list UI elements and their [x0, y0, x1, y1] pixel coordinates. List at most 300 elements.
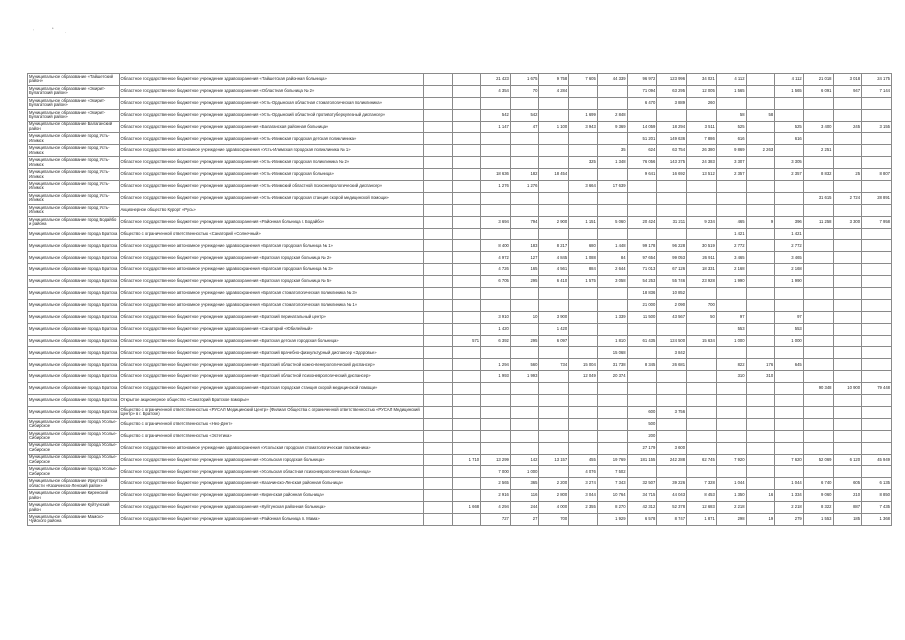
municipality-cell: Муниципальное образование города Усолье-Сибирское	[28, 418, 120, 430]
value-cell	[746, 276, 775, 288]
value-cell	[452, 85, 481, 97]
value-cell	[862, 323, 892, 335]
municipality-cell: Муниципальное образование города Братска	[28, 288, 120, 300]
value-cell: 1 871	[687, 513, 717, 525]
value-cell: 1 990	[775, 276, 804, 288]
value-cell	[716, 442, 746, 454]
value-cell	[862, 335, 892, 347]
municipality-cell: Муниципальное образование города Братска	[28, 383, 120, 395]
value-cell	[803, 311, 833, 323]
value-cell: 116	[510, 490, 539, 502]
value-cell: 6 410	[539, 276, 569, 288]
value-cell	[803, 133, 833, 145]
value-cell	[510, 299, 539, 311]
value-cell	[569, 383, 598, 395]
value-cell	[803, 323, 833, 335]
value-cell	[716, 97, 746, 109]
value-cell	[423, 181, 452, 193]
value-cell: 31 211	[657, 216, 687, 228]
organization-cell: Общество с ограниченной ответственностью «Санаторий «Солнечный»	[119, 228, 423, 240]
value-cell	[452, 145, 481, 157]
organization-cell: Областное государственное автономное учреждение здравоохранения «Усольская городская стоматологическая поликлиника»	[119, 442, 423, 454]
value-cell	[597, 85, 627, 97]
value-cell: 9 060	[803, 490, 833, 502]
value-cell: 34 715	[627, 490, 657, 502]
value-cell: 99 053	[657, 252, 687, 264]
value-cell	[746, 406, 775, 418]
value-cell: 18 636	[481, 169, 511, 181]
municipality-cell: Муниципальное образование город Усть-Илимск	[28, 204, 120, 216]
value-cell: 325	[569, 157, 598, 169]
value-cell: 242 288	[657, 454, 687, 466]
value-cell	[803, 252, 833, 264]
value-cell: 35	[597, 145, 627, 157]
value-cell	[746, 97, 775, 109]
value-cell	[775, 466, 804, 478]
value-cell	[657, 371, 687, 383]
municipality-cell: Муниципальное образование города Братска	[28, 359, 120, 371]
value-cell: 7 958	[862, 216, 892, 228]
value-cell	[746, 478, 775, 490]
municipality-cell: Муниципальное образование города Братска	[28, 276, 120, 288]
organization-cell: Областное государственное бюджетное учреждение здравоохранения «Областная больница № 2»	[119, 85, 423, 97]
value-cell: 13 299	[481, 454, 511, 466]
value-cell: 62 745	[687, 454, 717, 466]
value-cell: 90 348	[803, 383, 833, 395]
value-cell	[539, 442, 569, 454]
value-cell	[746, 335, 775, 347]
value-cell	[657, 430, 687, 442]
value-cell: 63 295	[657, 85, 687, 97]
value-cell: 9 234	[687, 216, 717, 228]
value-cell	[833, 347, 862, 359]
value-cell: 5 060	[597, 216, 627, 228]
value-cell: 8 217	[539, 240, 569, 252]
value-cell: 887	[833, 502, 862, 514]
value-cell	[862, 228, 892, 240]
value-cell: 7 000	[481, 466, 511, 478]
value-cell	[862, 430, 892, 442]
value-cell: 7 886	[687, 133, 717, 145]
value-cell	[481, 442, 511, 454]
value-cell: 11 500	[627, 311, 657, 323]
value-cell	[569, 430, 598, 442]
organization-cell: Областное государственное автономное учреждение здравоохранения «Братская стоматологическая поликлиника № 3»	[119, 288, 423, 300]
value-cell: 70	[510, 85, 539, 97]
organization-cell: Областное государственное бюджетное учреждение здравоохранения «Тайшетская районная больница»	[119, 74, 423, 86]
value-cell	[510, 97, 539, 109]
value-cell: 52 069	[803, 454, 833, 466]
value-cell	[452, 240, 481, 252]
value-cell: 2 251	[803, 145, 833, 157]
value-cell	[423, 145, 452, 157]
value-cell	[510, 204, 539, 216]
value-cell	[627, 395, 657, 407]
value-cell: 9 758	[539, 74, 569, 86]
value-cell	[833, 204, 862, 216]
table-row	[28, 74, 892, 86]
value-cell	[481, 406, 511, 418]
value-cell	[803, 335, 833, 347]
value-cell	[627, 323, 657, 335]
value-cell	[627, 109, 657, 121]
value-cell	[569, 406, 598, 418]
page-mark: '	[33, 28, 34, 33]
value-cell	[833, 252, 862, 264]
value-cell	[833, 395, 862, 407]
value-cell	[803, 97, 833, 109]
value-cell	[452, 418, 481, 430]
value-cell	[539, 228, 569, 240]
value-cell	[597, 323, 627, 335]
value-cell: 26 380	[687, 145, 717, 157]
value-cell: 142	[510, 454, 539, 466]
value-cell: 7 328	[687, 478, 717, 490]
value-cell	[716, 204, 746, 216]
value-cell: 6 097	[539, 335, 569, 347]
value-cell: 13 157	[539, 454, 569, 466]
value-cell: 19 769	[597, 454, 627, 466]
value-cell	[833, 109, 862, 121]
value-cell	[746, 442, 775, 454]
value-cell	[657, 181, 687, 193]
value-cell	[746, 454, 775, 466]
value-cell	[862, 276, 892, 288]
value-cell: 2 355	[569, 502, 598, 514]
value-cell: 39 226	[657, 478, 687, 490]
organization-cell: Общество с ограниченной ответственностью «Нео-Дент»	[119, 418, 423, 430]
table-row	[28, 109, 892, 121]
value-cell	[452, 204, 481, 216]
value-cell: 24 175	[862, 74, 892, 86]
value-cell: 28 891	[862, 192, 892, 204]
value-cell	[423, 216, 452, 228]
value-cell: 260	[687, 97, 717, 109]
value-cell	[452, 359, 481, 371]
value-cell	[423, 335, 452, 347]
value-cell: 27	[510, 513, 539, 525]
value-cell: 15 068	[597, 347, 627, 359]
value-cell	[423, 454, 452, 466]
value-cell: 4 284	[539, 85, 569, 97]
table-row	[28, 145, 892, 157]
table-row	[28, 85, 892, 97]
value-cell	[775, 288, 804, 300]
value-cell: 525	[716, 121, 746, 133]
organization-cell: Областное государственное бюджетное учреждение здравоохранения «Братская городская больница № 2»	[119, 252, 423, 264]
value-cell: 4 112	[775, 74, 804, 86]
value-cell	[481, 192, 511, 204]
value-cell	[569, 85, 598, 97]
value-cell: 182	[510, 169, 539, 181]
value-cell	[775, 406, 804, 418]
value-cell	[569, 192, 598, 204]
value-cell	[746, 228, 775, 240]
value-cell: 700	[539, 513, 569, 525]
value-cell	[657, 395, 687, 407]
value-cell	[746, 347, 775, 359]
table-row	[28, 157, 892, 169]
value-cell: 3 155	[862, 121, 892, 133]
value-cell	[862, 406, 892, 418]
table-row	[28, 490, 892, 502]
value-cell: 2 772	[775, 240, 804, 252]
value-cell	[597, 169, 627, 181]
value-cell	[862, 97, 892, 109]
value-cell	[862, 264, 892, 276]
value-cell: 1 000	[775, 335, 804, 347]
value-cell	[833, 133, 862, 145]
value-cell: 645	[775, 359, 804, 371]
municipality-cell: Муниципальное образование город Усть-Илимск	[28, 145, 120, 157]
value-cell	[716, 347, 746, 359]
value-cell	[569, 169, 598, 181]
value-cell	[716, 181, 746, 193]
value-cell	[423, 228, 452, 240]
page-mark: *	[52, 26, 54, 31]
value-cell: 1 044	[775, 478, 804, 490]
organization-cell: Областное государственное бюджетное учреждение здравоохранения «Санаторий «Юбилейный»	[119, 323, 423, 335]
value-cell: 1 339	[597, 311, 627, 323]
table-row	[28, 276, 892, 288]
value-cell	[775, 395, 804, 407]
value-cell	[539, 418, 569, 430]
table-row	[28, 513, 892, 525]
organization-cell: Акционерное общество Курорт «Русь»	[119, 204, 423, 216]
value-cell	[746, 323, 775, 335]
value-cell: 6 705	[481, 276, 511, 288]
value-cell	[423, 502, 452, 514]
value-cell	[539, 97, 569, 109]
organization-cell: Областное государственное бюджетное учреждение здравоохранения «Братская детская городская больница»	[119, 335, 423, 347]
value-cell	[569, 145, 598, 157]
value-cell: 727	[481, 513, 511, 525]
value-cell	[803, 264, 833, 276]
value-cell: 15 004	[569, 359, 598, 371]
value-cell	[775, 442, 804, 454]
value-cell: 600	[627, 406, 657, 418]
value-cell	[862, 240, 892, 252]
value-cell: 1 420	[539, 323, 569, 335]
value-cell	[862, 466, 892, 478]
value-cell: 298	[716, 513, 746, 525]
table-row	[28, 371, 892, 383]
value-cell: 3 511	[687, 121, 717, 133]
value-cell: 61 435	[627, 335, 657, 347]
value-cell: 245	[833, 121, 862, 133]
value-cell: 1 990	[716, 276, 746, 288]
value-cell: 571	[452, 335, 481, 347]
value-cell: 8 270	[597, 502, 627, 514]
value-cell: 3 300	[833, 216, 862, 228]
value-cell: 2 916	[481, 490, 511, 502]
value-cell	[452, 97, 481, 109]
value-cell: 34 021	[687, 74, 717, 86]
value-cell	[657, 192, 687, 204]
value-cell	[452, 109, 481, 121]
value-cell: 1 420	[481, 323, 511, 335]
value-cell: 2 772	[716, 240, 746, 252]
value-cell: 2 218	[716, 502, 746, 514]
value-cell	[746, 240, 775, 252]
value-cell	[423, 406, 452, 418]
value-cell	[423, 478, 452, 490]
value-cell: 18 331	[687, 264, 717, 276]
municipality-cell: Муниципальное образование Иркутской области «Казачинско-Ленский район»	[28, 478, 120, 490]
value-cell	[746, 418, 775, 430]
value-cell: 4 112	[716, 74, 746, 86]
value-cell	[452, 442, 481, 454]
value-cell	[746, 383, 775, 395]
value-cell: 3 900	[539, 311, 569, 323]
value-cell	[833, 335, 862, 347]
value-cell	[833, 276, 862, 288]
value-cell: 58	[716, 109, 746, 121]
value-cell: 553	[716, 323, 746, 335]
value-cell	[657, 323, 687, 335]
value-cell	[716, 288, 746, 300]
value-cell	[569, 204, 598, 216]
value-cell: 43 567	[657, 311, 687, 323]
value-cell	[423, 418, 452, 430]
value-cell	[687, 288, 717, 300]
value-cell: 71 094	[627, 85, 657, 97]
value-cell	[452, 121, 481, 133]
value-cell: 3 274	[569, 478, 598, 490]
value-cell	[569, 442, 598, 454]
value-cell	[803, 430, 833, 442]
value-cell	[862, 395, 892, 407]
value-cell	[746, 181, 775, 193]
table-row	[28, 264, 892, 276]
value-cell	[510, 288, 539, 300]
value-cell: 7 920	[716, 454, 746, 466]
value-cell	[423, 192, 452, 204]
value-cell: 10	[510, 311, 539, 323]
facilities-table	[27, 73, 892, 526]
value-cell: 1 993	[510, 371, 539, 383]
value-cell: 185	[833, 513, 862, 525]
value-cell: 8 832	[803, 169, 833, 181]
value-cell	[423, 133, 452, 145]
organization-cell: Областное государственное бюджетное учреждение здравоохранения «Братский врачебно-физкультурный диспансер «Здоровье»	[119, 347, 423, 359]
value-cell: 21 018	[803, 74, 833, 86]
value-cell	[452, 490, 481, 502]
value-cell: 1 350	[716, 490, 746, 502]
value-cell	[746, 299, 775, 311]
value-cell	[716, 383, 746, 395]
value-cell	[716, 192, 746, 204]
table-row	[28, 478, 892, 490]
value-cell	[833, 264, 862, 276]
value-cell: 1 565	[775, 85, 804, 97]
table-row	[28, 169, 892, 181]
value-cell	[862, 347, 892, 359]
value-cell	[510, 430, 539, 442]
organization-cell: Областное государственное бюджетное учреждение здравоохранения «Братский перинатальный центр»	[119, 311, 423, 323]
municipality-cell: Муниципальное образование «Эхирит-Булагатский район»	[28, 97, 120, 109]
value-cell	[539, 204, 569, 216]
value-cell: 127	[510, 252, 539, 264]
value-cell	[569, 228, 598, 240]
municipality-cell: Муниципальное образование города Братска	[28, 406, 120, 418]
value-cell	[687, 418, 717, 430]
value-cell: 12 683	[687, 502, 717, 514]
value-cell: 67 126	[657, 264, 687, 276]
value-cell: 19	[746, 513, 775, 525]
value-cell: 31 615	[803, 192, 833, 204]
value-cell	[510, 406, 539, 418]
value-cell	[423, 371, 452, 383]
value-cell: 183	[510, 240, 539, 252]
value-cell: 7 605	[569, 74, 598, 86]
value-cell	[716, 299, 746, 311]
value-cell: 9 369	[597, 121, 627, 133]
value-cell	[481, 383, 511, 395]
value-cell: 12 005	[687, 85, 717, 97]
value-cell	[481, 395, 511, 407]
value-cell: 6 740	[803, 478, 833, 490]
value-cell	[423, 169, 452, 181]
value-cell	[833, 228, 862, 240]
value-cell	[833, 288, 862, 300]
organization-cell: Областное государственное бюджетное учреждение здравоохранения «Районная больница п. Мама»	[119, 513, 423, 525]
value-cell	[423, 383, 452, 395]
value-cell	[746, 466, 775, 478]
value-cell	[481, 157, 511, 169]
value-cell	[833, 406, 862, 418]
value-cell	[833, 371, 862, 383]
value-cell: 165	[510, 264, 539, 276]
value-cell: 1 334	[775, 490, 804, 502]
value-cell: 6 135	[862, 478, 892, 490]
value-cell	[452, 347, 481, 359]
value-cell: 3 465	[775, 252, 804, 264]
value-cell	[687, 347, 717, 359]
organization-cell: Областное государственное бюджетное учреждение здравоохранения «Усть-Ордынская областная стоматологическая поликлиника»	[119, 97, 423, 109]
value-cell: 6 120	[833, 454, 862, 466]
value-cell: 1 100	[539, 121, 569, 133]
value-cell	[452, 169, 481, 181]
organization-cell: Областное государственное бюджетное учреждение здравоохранения «Киренская районная больница»	[119, 490, 423, 502]
value-cell	[423, 466, 452, 478]
value-cell	[716, 418, 746, 430]
value-cell	[803, 240, 833, 252]
value-cell	[687, 323, 717, 335]
value-cell	[539, 466, 569, 478]
value-cell: 6 578	[627, 513, 657, 525]
value-cell	[452, 430, 481, 442]
value-cell	[687, 406, 717, 418]
value-cell: 680	[569, 240, 598, 252]
value-cell: 124 500	[657, 335, 687, 347]
value-cell	[510, 323, 539, 335]
value-cell	[803, 466, 833, 478]
value-cell	[803, 228, 833, 240]
value-cell: 2 218	[775, 502, 804, 514]
value-cell: 20 424	[627, 216, 657, 228]
value-cell: 210	[833, 490, 862, 502]
value-cell	[452, 192, 481, 204]
value-cell: 455	[569, 454, 598, 466]
value-cell	[569, 97, 598, 109]
table-row	[28, 383, 892, 395]
organization-cell: Областное государственное автономное учреждение здравоохранения «Братская городская больница № 3»	[119, 264, 423, 276]
value-cell	[597, 430, 627, 442]
organization-cell: Областное государственное бюджетное учреждение здравоохранения «Усольская областная психоневрологическая больница»	[119, 466, 423, 478]
municipality-cell: Муниципальное образование города Братска	[28, 323, 120, 335]
value-cell: 76 056	[627, 157, 657, 169]
